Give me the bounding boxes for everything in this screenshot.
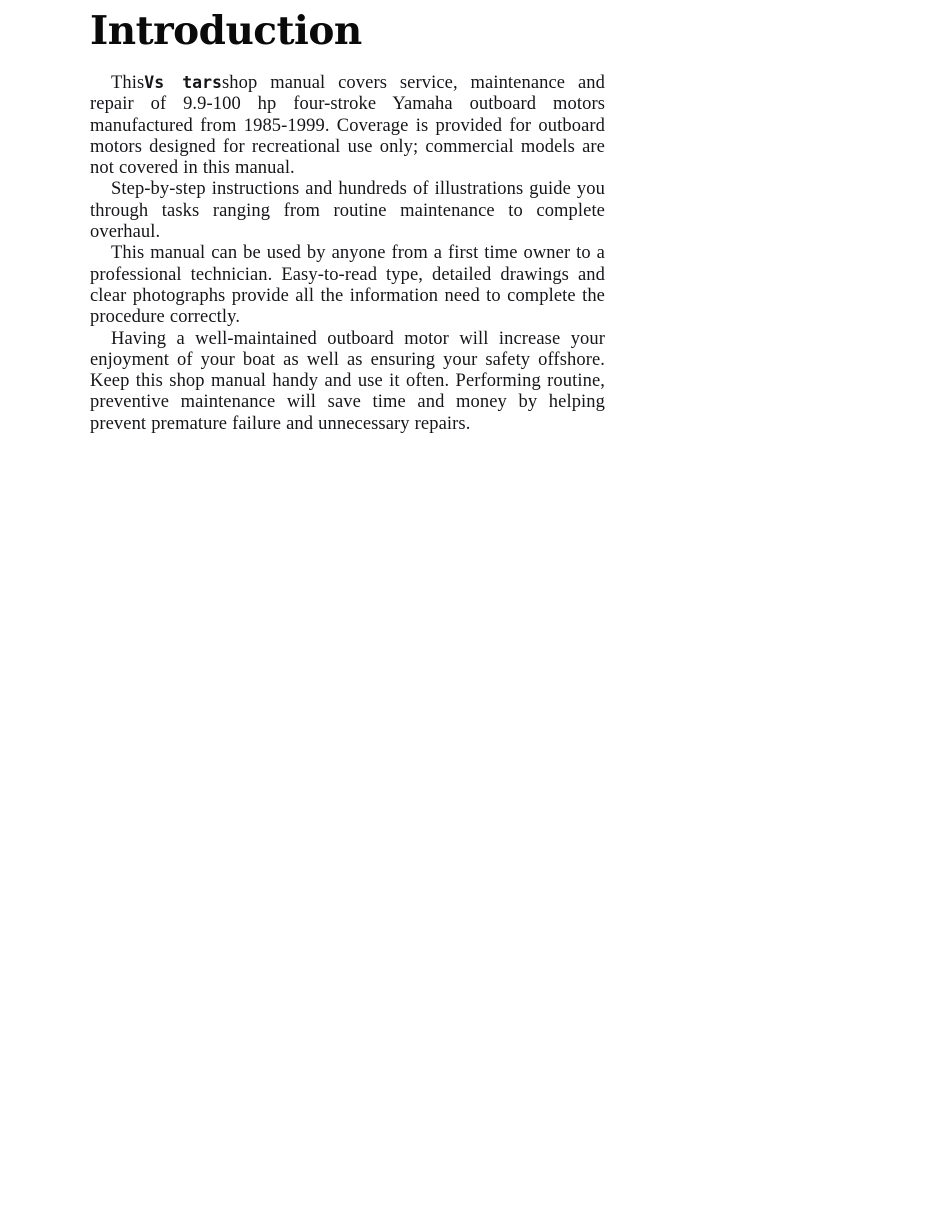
page-content bbox=[90, 8, 605, 435]
page-title: Introduction bbox=[90, 8, 362, 54]
paragraph-2: Step-by-step instructions and hundreds of illustrations guide you through tasks ranging from routine maintenance to complete overhaul. bbox=[90, 179, 605, 243]
paragraph-1-rest: shop manual covers service, maintenance and repair of 9.9-100 hp four-stroke Yamaha outboard motors manufactured from 1985-1999. Coverage is provided for outboard motors designed for recreational use only; commercial models are not covered in this manual. bbox=[90, 73, 605, 179]
paragraph-4: Having a well-maintained outboard motor will increase your enjoyment of your boat as well as ensuring your safety offshore. Keep this shop manual handy and use it often. Performing routine, preventive maintenance will save time and money by helping prevent premature failure and unnecessary repairs. bbox=[90, 328, 605, 434]
paragraph-1 bbox=[90, 72, 605, 179]
paragraph-3: This manual can be used by anyone from a first time owner to a professional technician. Easy-to-read type, detailed drawings and clear photographs provide all the information need to complete the procedure correctly. bbox=[90, 243, 605, 328]
paragraph-1-lead: This bbox=[111, 73, 145, 93]
brand-name: Vs tars bbox=[144, 73, 222, 92]
